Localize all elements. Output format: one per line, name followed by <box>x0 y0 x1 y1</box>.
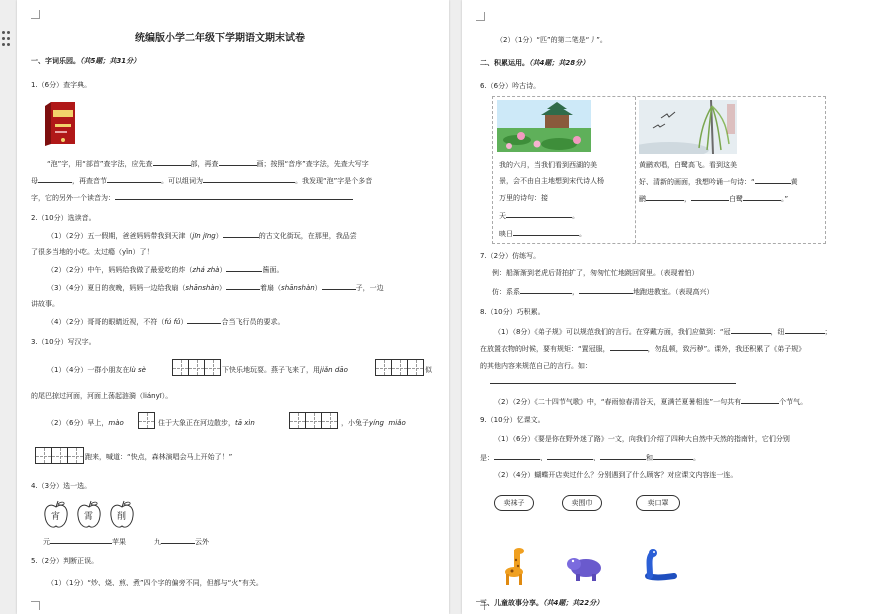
section-info: （共4题；共22分） <box>543 599 604 607</box>
section-info: （共5题；共31分） <box>80 57 141 65</box>
apple-char: 霄 <box>84 512 94 522</box>
poem-left-text: 我的六月，当我们看到西湖的美 <box>499 161 597 169</box>
question-7-heading: 7.（2分）仿练写。 <box>480 252 541 260</box>
table-divider <box>635 97 636 243</box>
poem-left-fill: 映日 。 <box>499 230 586 238</box>
lotus-lake-picture <box>497 100 591 152</box>
q3-pinyin: xìn <box>244 419 255 427</box>
q2-item-4: （4）（2分）哥哥的眼睛近视，不符（fú fǔ） 合当飞行员的要求。 <box>47 318 285 326</box>
caterpillar-icon[interactable] <box>640 548 680 582</box>
section-2-heading <box>480 58 589 68</box>
q3-pinyin: miǎo <box>388 419 406 427</box>
q3-item-2: （2）（6分）早上，mào <box>47 419 124 427</box>
exam-title: 统编版小学二年级下学期语文期末试卷 <box>135 33 305 44</box>
store-item-balloon[interactable]: 卖围巾 <box>562 495 602 511</box>
willow-bird-picture <box>639 100 737 154</box>
exam-page-left <box>17 0 449 614</box>
q3-item-2-cont: 跑来，喊道：“快点，森林演唱会马上开始了！” <box>85 453 233 461</box>
q4-fill-line: 元 苹果 九 云外 <box>43 538 209 546</box>
q2-item-1: （1）（2分）五一假期，爸爸妈妈带我到天津（jīn jīng） 的古文化街玩，在那里，我品尝 <box>47 232 357 240</box>
q3-text: 住于大象正在河边散步， <box>158 419 235 427</box>
q3-pinyin: tā <box>235 419 243 427</box>
poem-right-fill: 鹂 ， 白鹭 。” <box>639 195 789 203</box>
section-3-heading <box>480 598 603 608</box>
question-8-heading: 8.（10分）巧积累。 <box>480 308 545 316</box>
store-item-balloon[interactable]: 卖口罩 <box>636 495 680 511</box>
q1-line-3: 字，它的另外一个读音为： <box>31 192 353 203</box>
writing-grid[interactable] <box>35 447 84 464</box>
writing-grid[interactable] <box>289 412 338 429</box>
question-6-heading: 6.（6分）吟古诗。 <box>480 82 541 90</box>
dictionary-book-icon <box>43 100 77 148</box>
giraffe-icon[interactable] <box>500 546 530 586</box>
margin-corner-mark <box>31 10 40 19</box>
poem-table <box>492 96 826 244</box>
poem-left-text: 万里的诗句：接 <box>499 194 548 202</box>
q8-item-1-cont: 的其他内容来规范自己的言行。如： <box>480 362 592 370</box>
q3-pinyin: jiǎn dāo <box>320 366 348 374</box>
store-item-balloon[interactable]: 卖袜子 <box>494 495 534 511</box>
writing-grid[interactable] <box>172 359 221 376</box>
question-1-heading: 1.（6分）查字典。 <box>31 81 92 89</box>
question-2-heading: 2.（10分）选读音。 <box>31 214 96 222</box>
question-4-heading: 4.（3分）选一选。 <box>31 482 92 490</box>
hippo-icon[interactable] <box>566 552 604 582</box>
apple-char-icon <box>43 500 69 530</box>
q2-item-3-cont: 讲故事。 <box>31 300 59 308</box>
apple-char: 削 <box>117 512 127 522</box>
margin-corner-mark <box>31 601 40 610</box>
q1-line-1: “泡”字，用“部首”查字法，应先查 部，再查 画；按照“音序”查字法，先查大写字 <box>47 160 369 168</box>
q3-text: ，小兔子 <box>341 419 369 427</box>
q2-item-1-cont: 了很多当地的小吃。太过瘾（yǐn）了！ <box>31 248 154 256</box>
q1-line-2: 母 ，再查音节 。可以组词为 。我发现“泡”字是个多音 <box>31 177 373 185</box>
apple-char-icon <box>76 500 102 530</box>
q7-fill: 仿：系系 ， 地跑进教室。（表现高兴） <box>492 288 714 296</box>
writing-grid[interactable] <box>138 412 155 429</box>
q9-item-1: （1）（6分）《要是你在野外迷了路》一文，向我们介绍了四种大自然中天然的指南针，它们分别 <box>494 435 790 443</box>
question-5-heading: 5.（2分）判断正误。 <box>31 557 99 565</box>
section-label: 二、积累运用。 <box>480 59 529 67</box>
q2-item-2: （2）（2分）中午，妈妈给我做了最爱吃的炸（zhá zhà） 酱面。 <box>47 266 284 274</box>
q7-example: 例：船渐渐到老虎后背拍扩了，匆匆忙忙地跳回窝里。（表现着怕） <box>492 269 699 277</box>
poem-left-text: 景，会不由自主地想到宋代诗人杨 <box>499 177 604 185</box>
q9-item-2: （2）（4分）蝴蝶开店卖过什么？分别遇到了什么顾客？对应课文内容连一连。 <box>494 471 738 479</box>
question-3-heading: 3.（10分）写汉字。 <box>31 338 96 346</box>
writing-grid[interactable] <box>375 359 424 376</box>
question-9-heading: 9.（10分）忆课文。 <box>480 416 545 424</box>
section-info: （共4题；共28分） <box>529 59 590 67</box>
apple-char-icon <box>109 500 135 530</box>
q3-item-1: （1）（4分）一群小朋友在lù sè <box>47 366 146 374</box>
q9-item-1-fill: 是： 、 、 和 。 <box>480 454 700 462</box>
apple-char: 宵 <box>51 512 61 522</box>
q8-item-1-cont: 在放置衣物的时候，要有规矩：“置冠服， ，勿乱顿，致污秽”。课外，我还积累了《弟子规》 <box>480 345 806 353</box>
q5-item-1: （1）（1分）“炒、烧、煎、煮”四个字的偏旁不同，但都与“火”有关。 <box>47 579 263 587</box>
q3-pinyin: yíng <box>369 419 384 427</box>
q2-item-3: （3）（4分）夏日的夜晚，妈妈一边给我扇（shānshàn） 着扇（shānshàn） 子，一边 <box>47 284 384 292</box>
q8-item-1: （1）（8分）《弟子规》可以规范我们的言行。在穿戴方面，我们应做到：“冠 ，纽 ； <box>494 328 832 336</box>
section-label: 三、儿童故事分享。 <box>480 599 543 607</box>
q5-item-2: （2）（1分）“匹”的第二笔是“丿”。 <box>496 36 607 44</box>
poem-right-text: 好、清新的画面，我想吟诵一句诗：“ 黄 <box>639 178 798 186</box>
drag-handle-icon[interactable] <box>1 30 13 48</box>
answer-line[interactable] <box>490 383 736 384</box>
section-label: 一、字词乐园。 <box>31 57 80 65</box>
poem-right-text: 黄鹂欢唱，白鹭高飞。看到这美 <box>639 161 737 169</box>
poem-left-fill: 天 。 <box>499 212 579 220</box>
margin-corner-mark <box>476 12 485 21</box>
q3-text: 下快乐地玩耍。燕子飞来了，用 <box>222 366 320 374</box>
q8-item-2: （2）（2分）《二十四节气歌》中，“春雨惊春清谷天，夏满芒夏暑相连”一句共有 个节气。 <box>494 398 808 406</box>
section-1-heading <box>31 56 140 66</box>
q3-item-1-cont: 的尾巴掠过河面，河面上荡起涟漪（liányī）。 <box>31 392 173 400</box>
q3-text: 似 <box>425 366 432 374</box>
